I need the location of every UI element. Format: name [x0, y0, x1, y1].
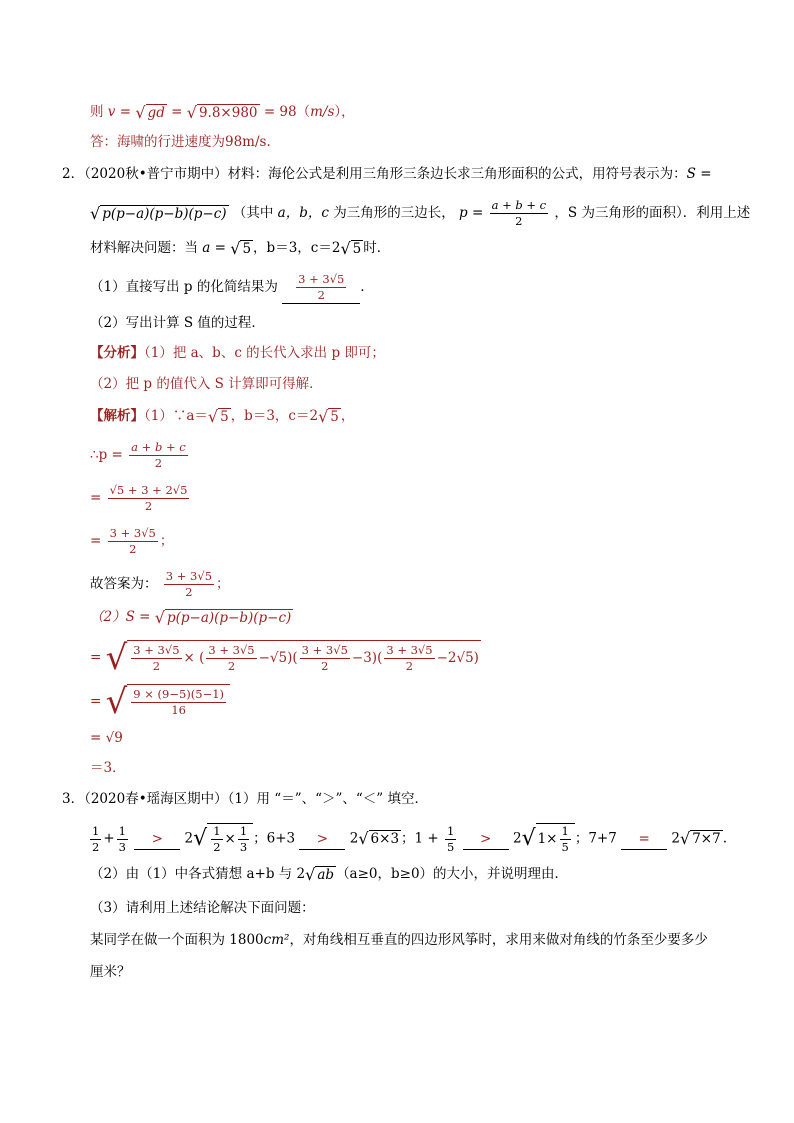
question-2-1: [90, 272, 374, 304]
answer-blank: [282, 272, 360, 304]
text: ，b＝3，c＝2: [230, 408, 319, 424]
sqrt-product: √ 1× $\frac{1}{5}$: [522, 823, 575, 855]
fraction: [108, 526, 158, 557]
text: m/s: [310, 104, 335, 120]
text: p(p−a)(p−b)(p−c): [102, 205, 227, 222]
denominator: 2: [405, 659, 414, 673]
denominator: 16: [171, 703, 186, 717]
problem-2-heading: [62, 164, 712, 184]
numerator: 3 + 3√5: [386, 643, 433, 657]
question-2-2: [90, 313, 265, 333]
text: ，S 为三角形的面积）．利用上述: [554, 205, 751, 221]
sqrt-5: √ 5: [230, 238, 252, 258]
text: （其中: [232, 205, 274, 221]
step-p-sub: = $\frac{√5 + 3 + 2√5}{2}$: [90, 483, 188, 513]
denominator: 2: [129, 542, 137, 556]
text: × (: [183, 650, 205, 666]
numerator: a + b + c: [131, 440, 186, 454]
text: ；6+3: [253, 830, 296, 847]
question-3-problem-cont: [90, 962, 131, 982]
text: =: [171, 104, 183, 120]
text: ab: [317, 866, 335, 883]
analysis-tag: 【分析】: [90, 345, 144, 361]
text: >: [151, 830, 163, 847]
text: 厘米？: [90, 964, 131, 980]
fraction-third: $\frac{1}{3}$: [118, 823, 126, 854]
text: ；7+7: [574, 830, 617, 847]
heron-formula-line: [90, 198, 750, 229]
sqrt-product: √ 7×7: [680, 829, 721, 849]
text: 材料解决问题：当: [90, 240, 198, 256]
text: 答：海啸的行进速度为: [90, 134, 225, 150]
numerator: 3 + 3√5: [165, 569, 213, 583]
text: 5: [330, 408, 339, 425]
text: 5: [242, 240, 252, 257]
text: 5: [220, 408, 229, 425]
denominator: 2: [154, 456, 163, 470]
text: a =: [202, 240, 226, 256]
fraction-fifth: $\frac{1}{5}$: [561, 824, 569, 854]
denominator: 2: [317, 288, 325, 302]
answer-blank: [463, 829, 509, 850]
velocity-formula: [90, 102, 355, 123]
problem-3-comparisons: $\frac{1}{2}$ + $\frac{1}{3}$ > 2√ $\frac{1}{2}$ × $\frac{1}{3}$ ；6+3 > 2√ 6×3 ；1 + $\frac{1}{5}$ > 2√ 1× $\frac{1}{5}$ ；7+7 = 2√ 7×7 .: [92, 823, 728, 854]
problem-number: 3．: [62, 791, 85, 807]
text: （2）S =: [90, 609, 151, 625]
step-s-simplify: = √ $\frac{9 \times (9-5)(5-1)}{16}$: [90, 684, 230, 720]
solution-1: [90, 406, 354, 427]
sqrt-big: √ $\frac{3 + 3√5}{2}$ × ( $\frac{3 + 3√5}{2}$ −√5)( $\frac{3 + 3√5}{2}$ −3)( $\frac{3 + 3√5}{2}$ −2√5): [105, 638, 479, 678]
denominator: 2: [515, 214, 523, 228]
text: v: [107, 104, 116, 120]
text: ；1 +: [401, 830, 439, 847]
text: =: [119, 104, 132, 120]
text: 故答案为：: [90, 576, 158, 592]
text: ，对角线相互垂直的四边形风筝时，求用来做对角线的竹条至少要多少: [289, 932, 708, 948]
text: = √9: [90, 730, 123, 746]
text: 为三角形的三边长，: [333, 205, 455, 221]
text: 5: [352, 240, 362, 257]
analysis-1: [90, 343, 385, 363]
text: ．: [360, 279, 374, 295]
text: p =: [459, 205, 484, 221]
text: S =: [686, 166, 712, 182]
answer-p: [90, 569, 230, 600]
sqrt-5: √ 5: [340, 238, 362, 258]
fraction: [129, 440, 188, 471]
sqrt-product: √ 9.8×980: [186, 102, 258, 122]
sqrt-product: √ 6×3: [358, 829, 400, 849]
answer-blank: [299, 829, 345, 850]
step-p-def: [90, 440, 190, 471]
text: （1）把 a、b、c 的长代入求出 p 即可；: [144, 345, 385, 361]
text: ，b＝3，c＝2: [253, 240, 341, 256]
fraction: [131, 643, 181, 674]
denominator: 2: [227, 659, 236, 673]
denominator: 2: [144, 499, 153, 513]
answer-blank: [621, 829, 667, 850]
step-s-result: [90, 758, 126, 778]
text: ），: [334, 104, 355, 120]
text: （1）直接写出 p 的化简结果为: [90, 279, 278, 295]
text: 98m/s: [225, 134, 267, 150]
text: （a≥0，b≥0）的大小，并说明理由．: [336, 866, 569, 882]
fraction: [300, 643, 350, 674]
fraction: [384, 643, 434, 674]
fraction: [164, 569, 214, 600]
text: −3)(: [351, 650, 383, 666]
problem-2-condition: [90, 238, 390, 259]
text: a，b，c: [277, 205, 329, 221]
text: （2020春•瑶海区期中）（1）用 “＝”、“＞”、“＜” 填空．: [84, 791, 428, 807]
fraction-p: [490, 198, 549, 229]
numerator: 3 + 3√5: [298, 272, 345, 286]
text: cm²: [263, 932, 290, 948]
text: 时．: [363, 240, 391, 256]
sqrt-fraction: √ $\frac{9 \times (9-5)(5-1)}{16}$: [106, 684, 230, 720]
denominator: 2: [152, 659, 161, 673]
text: .: [266, 134, 271, 150]
text: >: [316, 830, 329, 847]
denominator: 2: [321, 659, 329, 673]
problem-number: 2．: [62, 166, 85, 182]
numerator: 3 + 3√5: [109, 526, 156, 540]
denominator: 2: [185, 585, 193, 599]
text: = 98（: [263, 104, 311, 120]
step-s-root9: [90, 728, 123, 748]
text: （2）写出计算 S 值的过程．: [90, 315, 265, 331]
fraction-third: $\frac{1}{3}$: [239, 824, 248, 854]
fraction-answer: [296, 272, 346, 303]
numerator: 9 × (9−5)(5−1): [133, 687, 225, 701]
fraction-fifth: $\frac{1}{5}$: [447, 823, 455, 854]
text: （2）把 p 的值代入 S 计算即可得解．: [90, 376, 323, 392]
fraction-half: $\frac{1}{2}$: [92, 823, 100, 854]
numerator: √5 + 3 + 2√5: [109, 483, 188, 497]
text: 6×3: [370, 831, 400, 848]
fraction-half: $\frac{1}{2}$: [213, 824, 221, 854]
text: 某同学在做一个面积为 1800: [90, 932, 264, 948]
sqrt-heron: √ p(p−a)(p−b)(p−c): [90, 203, 227, 223]
question-3-problem: [90, 930, 708, 950]
text: ＝3．: [90, 760, 126, 776]
text: −2√5): [436, 650, 479, 666]
text: =: [638, 830, 650, 847]
text: （2）由（1）中各式猜想 a+b 与 2: [90, 866, 306, 882]
sqrt-heron: √ p(p−a)(p−b)(p−c): [154, 607, 292, 627]
sqrt-fraction-product: √ $\frac{1}{2}$ × $\frac{1}{3}$: [193, 823, 253, 855]
numerator: 3 + 3√5: [208, 643, 255, 657]
numerator: 3 + 3√5: [133, 643, 180, 657]
text: 9.8×980: [198, 104, 258, 121]
solution-tag: 【解析】: [90, 408, 144, 424]
text: （1）∵a＝: [144, 408, 208, 424]
text: （3）请利用上述结论解决下面问题：: [90, 900, 315, 916]
step-s-formula: [90, 607, 293, 628]
step-p-result: = $\frac{3 + 3√5}{2}$ ；: [90, 526, 174, 556]
text: ；: [159, 533, 174, 549]
numerator: 3 + 3√5: [301, 643, 348, 657]
problem-3-heading: [62, 789, 428, 809]
text: ，: [340, 408, 355, 424]
text: p(p−a)(p−b)(p−c): [166, 609, 292, 626]
text: >: [480, 830, 492, 847]
answer-line: [90, 132, 271, 152]
answer-blank: [134, 829, 180, 850]
text: gd: [147, 104, 165, 121]
text: ∴p =: [90, 447, 123, 463]
numerator: a + b + c: [491, 198, 547, 212]
fraction: [206, 643, 256, 674]
text: ；: [216, 576, 230, 592]
text: 则: [90, 104, 104, 120]
text: −√5)(: [258, 650, 298, 666]
sqrt-5: √ 5: [318, 406, 339, 426]
fraction: [131, 687, 226, 718]
question-3-2: [90, 864, 568, 885]
fraction: [108, 483, 190, 514]
text: 7×7: [692, 831, 721, 848]
sqrt-ab: √ ab: [305, 864, 335, 884]
step-s-sub: = √ $\frac{3 + 3√5}{2}$ × ( $\frac{3 + 3√5}{2}$ −√5)( $\frac{3 + 3√5}{2}$ −3)( $\frac{3 + 3√5}{2}$ −2√5): [90, 638, 479, 678]
text: （2020秋•普宁市期中）材料：海伦公式是利用三角形三条边长求三角形面积的公式，用符号表示为：: [84, 166, 687, 182]
sqrt-5: √ 5: [207, 406, 229, 426]
sqrt-gd: √ gd: [135, 102, 165, 122]
analysis-2: [90, 374, 323, 394]
question-3-3: [90, 898, 315, 918]
